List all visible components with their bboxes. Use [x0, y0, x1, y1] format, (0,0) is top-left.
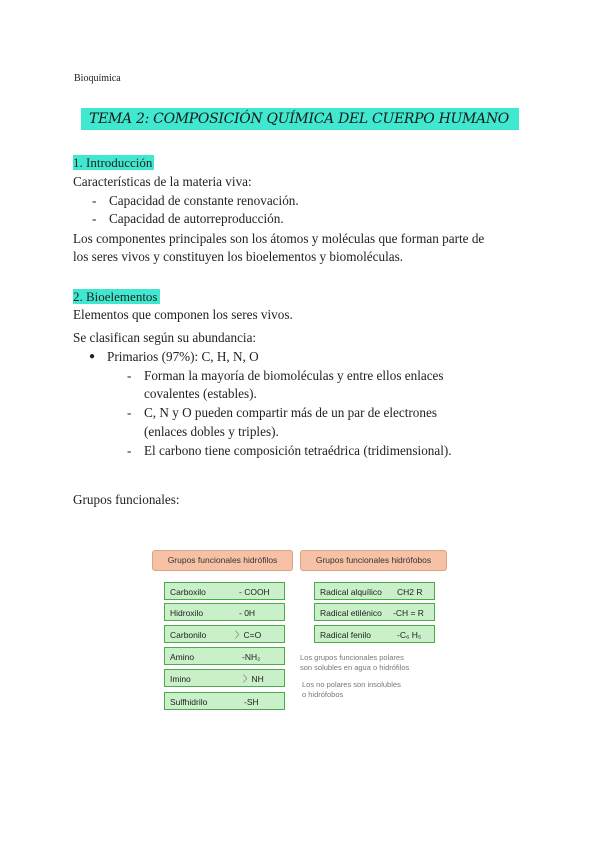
sub-item-continuation: (enlaces dobles y triples). — [144, 424, 279, 439]
hydrophilic-header: Grupos funcionales hidrófilos — [152, 550, 293, 571]
hydrophobic-header: Grupos funcionales hidrófobos — [300, 550, 447, 571]
hydrophobic-row: Radical fenilo -C₆ H₅ — [314, 625, 435, 643]
polar-note: Los grupos funcionales polares son solubles en agua o hidrófilos — [300, 653, 410, 672]
sub-item-continuation: covalentes (estables). — [144, 386, 257, 401]
section1-intro: Características de la materia viva: — [73, 174, 252, 189]
title-wrap — [0, 108, 600, 130]
hydrophilic-row: Hidroxilo - 0H — [164, 603, 285, 621]
hydrophobic-row: Radical etilénico -CH = R — [314, 603, 435, 621]
groups-label: Grupos funcionales: — [73, 492, 180, 507]
section1-para-line2: los seres vivos y constituyen los bioelementos y biomoléculas. — [73, 249, 404, 264]
functional-groups-figure — [150, 545, 450, 720]
hydrophilic-row: Imino 〉NH — [164, 669, 285, 687]
section1-para-line1: Los componentes principales son los átomos y moléculas que forman parte de — [73, 231, 485, 246]
hydrophilic-row: Carboxilo - COOH — [164, 582, 285, 600]
subject-header: Bioquímica — [74, 73, 121, 84]
section1-heading: 1. Introducción — [73, 155, 153, 170]
section2-heading: 2. Bioelementos — [73, 289, 158, 304]
section2-classify: Se clasifican según su abundancia: — [73, 330, 257, 345]
hydrophobic-row: Radical alquílico CH2 R — [314, 582, 435, 600]
bullet-icon: ● — [89, 351, 96, 362]
section2-definition: Elementos que componen los seres vivos. — [73, 307, 293, 322]
hydrophilic-row: Amino -NH₂ — [164, 647, 285, 665]
hydrophilic-row: Carbonilo 〉C=O — [164, 625, 285, 643]
page-title: TEMA 2: COMPOSICIÓN QUÍMICA DEL CUERPO HUMANO — [81, 108, 519, 130]
document-page: Bioquímica TEMA 2: COMPOSICIÓN QUÍMICA DEL CUERPO HUMANO 1. Introducción Características de la materia viva: - Capacidad de constante renovación. - Capacidad de autorreproducción. Los componentes principales son los átomos y moléculas que forman parte de los seres vivos y constituyen los bioelementos y biomoléculas. 2. Bioelementos Elementos que componen los seres vivos. Se clasifican según su abundancia: ● Primarios (97%): C, H, N, O - Forman la mayoría de biomoléculas y entre ellos enlaces covalentes (estables). - C, N y O pueden compartir más de un par de electrones (enlaces dobles y triples). - El carbono tiene composición tetraédrica (tridimensional). Grupos funcionales: Grupos funcionales hidrófilos Grupos funcionales hidrófobos Carboxilo - COOH Hidroxilo - 0H Carbonilo 〉C=O Amino -NH₂ Imino 〉NH Sulfhidrilo -SH Radical alquílico CH2 R Radical etilénico -CH = R Radical fenilo -C₆ H₅ Los grupos funcionales polares son solubles en agua o hidrófilos Los no polares son insolubles o hidrófobos — [0, 0, 600, 848]
nonpolar-note: Los no polares son insolubles o hidrófobos — [302, 680, 401, 699]
hydrophilic-row: Sulfhidrilo -SH — [164, 692, 285, 710]
